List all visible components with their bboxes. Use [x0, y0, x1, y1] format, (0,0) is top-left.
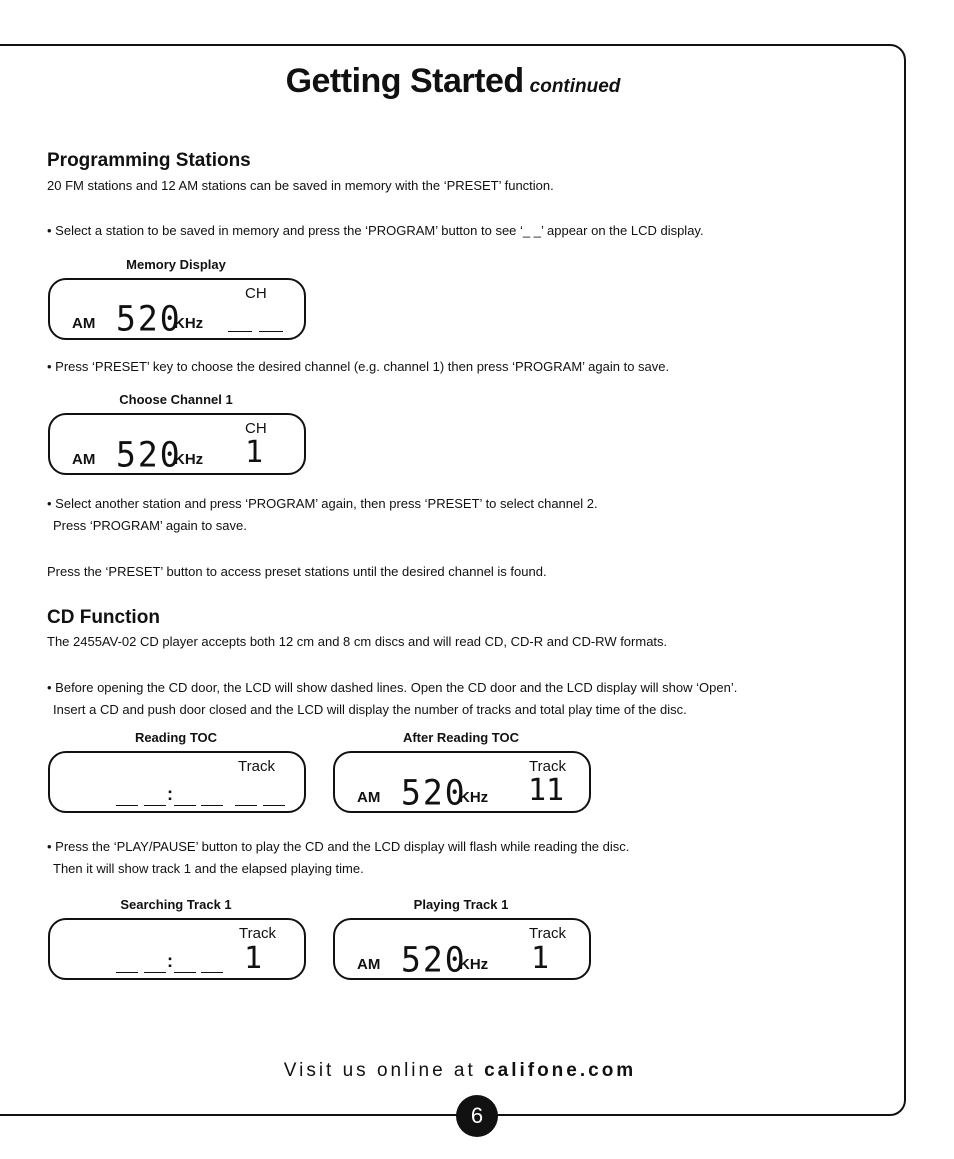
title-main: Getting Started: [285, 62, 524, 100]
lcd-ch-label: CH: [245, 420, 267, 437]
cd-step1-line1: • Before opening the CD door, the LCD will show dashed lines. Open the CD door and the LCD display will show ‘Open’.: [47, 680, 738, 695]
lcd-dash: [263, 805, 285, 806]
page-title: [0, 62, 906, 101]
memory-display-caption: Memory Display: [126, 257, 226, 272]
lcd-dash: [259, 331, 283, 332]
footer-website: [0, 1060, 920, 1082]
programming-step3-line2: Press ‘PROGRAM’ again to save.: [53, 518, 247, 533]
reading-toc-lcd: [48, 751, 306, 813]
channel1-caption: Choose Channel 1: [119, 392, 233, 407]
cd-step2-line1: • Press the ‘PLAY/PAUSE’ button to play the CD and the LCD display will flash while reading the disc.: [47, 839, 630, 854]
lcd-dash: [144, 972, 166, 973]
after-toc-caption: After Reading TOC: [402, 730, 520, 745]
lcd-track-number: 11: [528, 773, 565, 808]
programming-step2: • Press ‘PRESET’ key to choose the desired channel (e.g. channel 1) then press ‘PROGRAM’ again to save.: [47, 359, 670, 374]
reading-toc-caption: Reading TOC: [134, 730, 218, 745]
programming-note: Press the ‘PRESET’ button to access preset stations until the desired channel is found.: [47, 564, 547, 579]
searching-caption: Searching Track 1: [120, 897, 232, 912]
lcd-frequency: 520: [401, 772, 467, 813]
lcd-track-number: 1: [244, 941, 263, 976]
lcd-band: AM: [72, 315, 96, 332]
lcd-dash: [174, 972, 196, 973]
footer-prefix: Visit us online at: [283, 1060, 485, 1081]
searching-lcd: [48, 918, 306, 980]
lcd-unit: KHz: [174, 451, 204, 468]
lcd-channel-number: 1: [245, 435, 264, 470]
lcd-dash: [228, 331, 252, 332]
cd-step1-line2: Insert a CD and push door closed and the LCD will display the number of tracks and total play time of the disc.: [53, 702, 687, 717]
lcd-dash: [174, 805, 196, 806]
lcd-dash: [116, 972, 138, 973]
lcd-track-number: 1: [531, 941, 550, 976]
lcd-unit: KHz: [174, 315, 204, 332]
page-number: 6: [456, 1095, 498, 1137]
title-subtitle: continued: [529, 76, 621, 97]
lcd-unit: KHz: [459, 956, 489, 973]
after-toc-lcd: [333, 751, 591, 813]
lcd-track-label: Track: [239, 925, 276, 942]
lcd-colon: :: [167, 951, 173, 971]
memory-display-lcd: [48, 278, 306, 340]
lcd-band: AM: [357, 956, 381, 973]
lcd-track-label: Track: [529, 758, 566, 775]
lcd-unit: KHz: [459, 789, 489, 806]
lcd-track-label: Track: [529, 925, 566, 942]
lcd-colon: :: [167, 784, 173, 804]
lcd-frequency: 520: [116, 434, 182, 475]
channel1-lcd: [48, 413, 306, 475]
cd-heading: CD Function: [47, 607, 160, 628]
programming-intro: 20 FM stations and 12 AM stations can be saved in memory with the ‘PRESET’ function.: [47, 178, 554, 193]
programming-heading: Programming Stations: [47, 150, 251, 171]
cd-step2-line2: Then it will show track 1 and the elapsed playing time.: [53, 861, 364, 876]
lcd-band: AM: [72, 451, 96, 468]
lcd-ch-label: CH: [245, 285, 267, 302]
lcd-dash: [235, 805, 257, 806]
lcd-frequency: 520: [401, 939, 467, 980]
footer-site-link[interactable]: califone.com: [484, 1060, 637, 1081]
playing-caption: Playing Track 1: [413, 897, 509, 912]
programming-step1: • Select a station to be saved in memory and press the ‘PROGRAM’ button to see ‘_ _’ appear on the LCD display.: [47, 223, 704, 238]
lcd-frequency: 520: [116, 298, 182, 339]
programming-step3-line1: • Select another station and press ‘PROGRAM’ again, then press ‘PRESET’ to select channel 2.: [47, 496, 598, 511]
lcd-track-label: Track: [238, 758, 275, 775]
lcd-band: AM: [357, 789, 381, 806]
lcd-dash: [201, 805, 223, 806]
cd-intro: The 2455AV-02 CD player accepts both 12 cm and 8 cm discs and will read CD, CD-R and CD-RW formats.: [47, 634, 668, 649]
lcd-dash: [116, 805, 138, 806]
lcd-dash: [201, 972, 223, 973]
playing-lcd: [333, 918, 591, 980]
lcd-dash: [144, 805, 166, 806]
